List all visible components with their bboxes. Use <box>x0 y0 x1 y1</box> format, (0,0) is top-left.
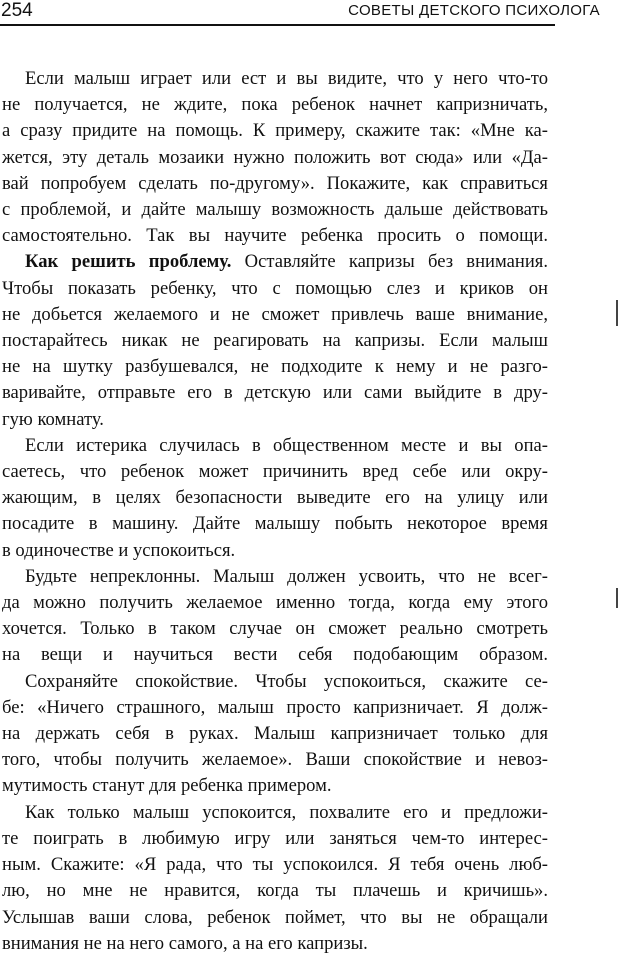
text-line: ным. Скажите: «Я рада, что ты успокоился. Я тебя очень люб- <box>2 854 548 876</box>
header-rule <box>0 24 555 26</box>
text-line: Как только малыш успокоится, похвалите его и предложи- <box>25 801 548 823</box>
text-line: Будьте непреклонны. Малыш должен усвоить, что не всег- <box>25 565 548 587</box>
text-line: саетесь, что ребенок может причинить вред себе или окру- <box>2 461 548 483</box>
text-line: Услышав ваши слова, ребенок поймет, что вы не обращали <box>2 906 548 928</box>
text-line: варивайте, отправьте его в детскую или сами выйдите в дру- <box>2 382 548 404</box>
text-line: не получается, не ждите, пока ребенок начнет капризничать, <box>2 94 548 116</box>
text-line: не на шутку разбушевался, не подходите к нему и не разго- <box>2 356 548 378</box>
text-line: Сохраняйте спокойствие. Чтобы успокоиться, скажите се- <box>25 670 548 692</box>
text-line: да можно получить желаемое именно тогда, когда ему этого <box>2 592 548 614</box>
text-line: не добьется желаемого и не сможет привлечь ваше внимание, <box>2 303 548 325</box>
running-title: СОВЕТЫ ДЕТСКОГО ПСИХОЛОГА <box>348 2 600 19</box>
text-line: внимания не на него самого, а на его капризы. <box>2 932 368 954</box>
text-segment: Оставляйте капризы без внимания. <box>231 251 548 273</box>
text-line: бе: «Ничего страшного, малыш просто капризничает. Я долж- <box>2 696 548 718</box>
text-line: на держать себя в руках. Малыш капризничает только для <box>2 723 548 745</box>
text-line: Если истерика случилась в общественном месте и вы опа- <box>25 434 548 456</box>
scan-edge-mark <box>616 588 618 608</box>
text-line: жающим, в целях безопасности выведите его на улицу или <box>2 487 548 509</box>
section-lead-heading: Как решить проблему. <box>25 251 232 273</box>
text-line: гую комнату. <box>2 408 104 430</box>
text-line: постарайтесь никак не реагировать на капризы. Если малыш <box>2 330 548 352</box>
text-line: лю, но мне не нравится, когда ты плачешь и кричишь». <box>2 880 548 902</box>
text-line: Если малыш играет или ест и вы видите, что у него что-то <box>25 68 548 89</box>
text-line: самостоятельно. Так вы научите ребенка просить о помощи. <box>2 225 548 247</box>
page-number: 254 <box>1 0 33 21</box>
scan-edge-mark <box>616 300 618 326</box>
text-line: мутимость станут для ребенка примером. <box>2 775 332 797</box>
text-line: жется, эту деталь мозаики нужно положить вот сюда» или «Да- <box>2 146 548 168</box>
text-line: Чтобы показать ребенку, что с помощью слез и криков он <box>2 277 548 299</box>
body-text <box>2 66 548 957</box>
text-line: хочется. Только в таком случае он сможет реально смотреть <box>2 618 548 640</box>
text-line: посадите в машину. Дайте малышу побыть некоторое время <box>2 513 548 535</box>
text-line: а сразу придите на помощь. К примеру, скажите так: «Мне ка- <box>2 120 548 142</box>
text-line <box>2 249 548 275</box>
text-line: те поиграть в любимую игру или заняться чем-то интерес- <box>2 827 548 849</box>
text-line: с проблемой, и дайте малышу возможность дальше действовать <box>2 199 548 221</box>
text-line: того, чтобы получить желаемое». Ваши спокойствие и невоз- <box>2 749 548 771</box>
text-line: вай попробуем сделать по-другому». Покажите, как справиться <box>2 172 548 194</box>
text-line: в одиночестве и успокоиться. <box>2 539 236 561</box>
text-line: на вещи и научиться вести себя подобающим образом. <box>2 644 548 666</box>
page-header <box>0 0 620 26</box>
